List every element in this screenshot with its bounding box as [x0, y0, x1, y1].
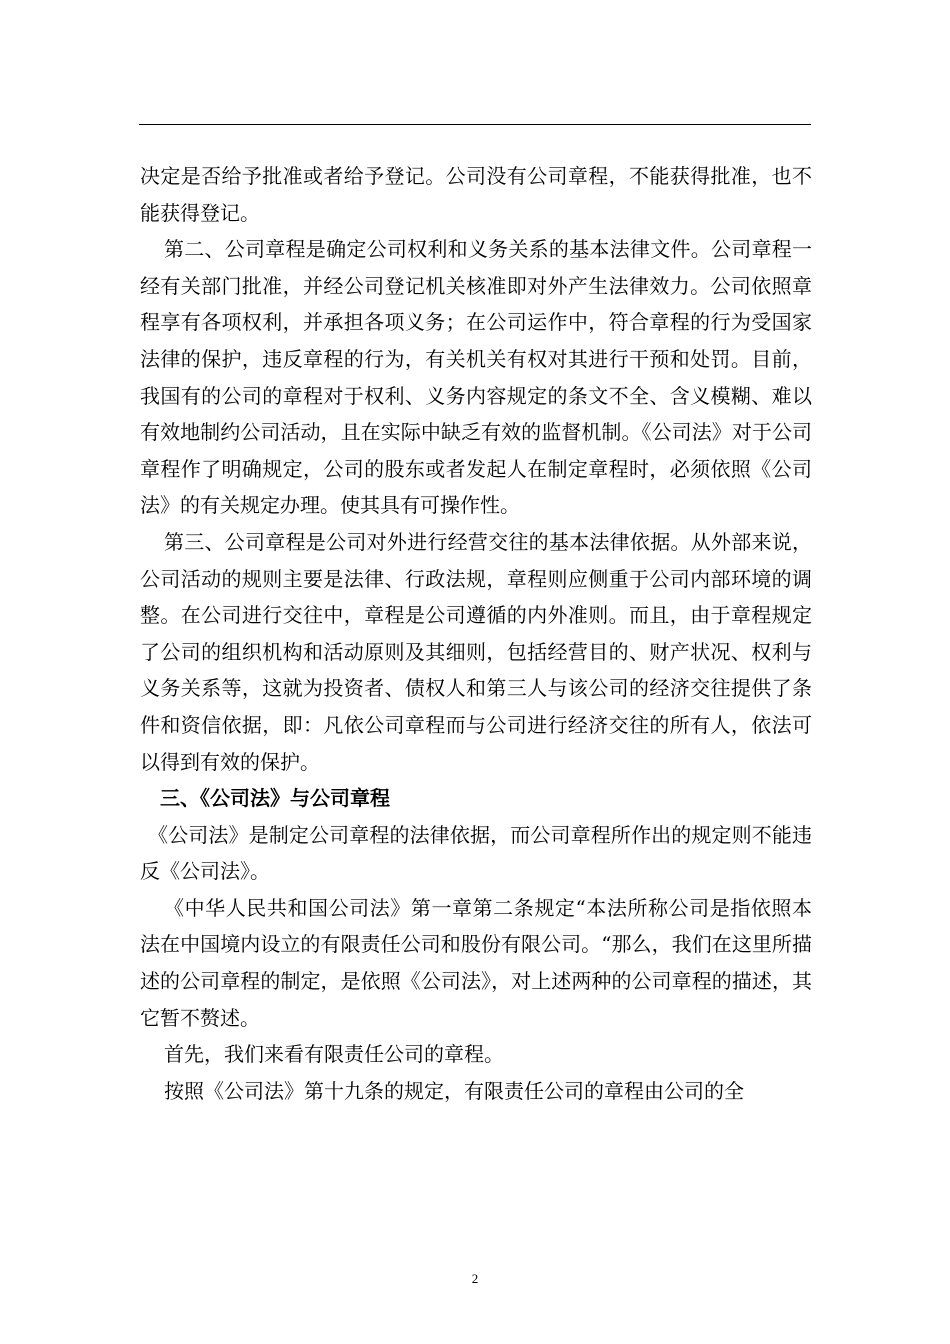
paragraph-limited-liability-intro: 首先，我们来看有限责任公司的章程。	[164, 1042, 504, 1067]
paragraph-company-law-basis: 《公司法》是制定公司章程的法律依据，而公司章程所作出的规定则不能违反《公司法》。	[140, 822, 812, 884]
header-rule	[139, 124, 811, 125]
paragraph-article-nineteen: 按照《公司法》第十九条的规定，有限责任公司的章程由公司的全	[164, 1078, 744, 1103]
paragraph-second-point: 第二、公司章程是确定公司权利和义务关系的基本法律文件。公司章程一经有关部门批准，并经公司登记机关核准即对外产生法律效力。公司依照章程享有各项权利，并承担各项义务；在公司运作中，符合章程的行为受国家法律的保护，违反章程的行为，有关机关有权对其进行干预和处罚。目前，我国有的公司的章程对于权利、义务内容规定的条文不全、含义模糊、难以有效地制约公司活动，且在实际中缺乏有效的监督机制。《公司法》对于公司章程作了明确规定，公司的股东或者发起人在制定章程时，必须依照《公司法》的有关规定办理。使其具有可操作性。	[140, 237, 812, 518]
section-heading: 三、《公司法》与公司章程	[160, 786, 390, 811]
page-number: 2	[471, 1271, 479, 1286]
document-body	[140, 158, 812, 1109]
paragraph-third-point: 第三、公司章程是公司对外进行经营交往的基本法律依据。从外部来说，公司活动的规则主要是法律、行政法规，章程则应侧重于公司内部环境的调整。在公司进行交往中，章程是公司遵循的内外准则。而且，由于章程规定了公司的组织机构和活动原则及其细则，包括经营目的、财产状况、权利与义务关系等，这就为投资者、债权人和第三人与该公司的经济交往提供了条件和资信依据，即：凡依公司章程而与公司进行经济交往的所有人，依法可以得到有效的保护。	[140, 529, 812, 774]
paragraph-company-law-article: 《中华人民共和国公司法》第一章第二条规定“本法所称公司是指依照本法在中国境内设立的有限责任公司和股份有限公司。“那么，我们在这里所描述的公司章程的制定，是依照《公司法》，对上述两种的公司章程的描述，其它暂不赘述。	[140, 895, 812, 1030]
paragraph-continued: 决定是否给予批准或者给予登记。公司没有公司章程，不能获得批准，也不能获得登记。	[140, 164, 812, 225]
